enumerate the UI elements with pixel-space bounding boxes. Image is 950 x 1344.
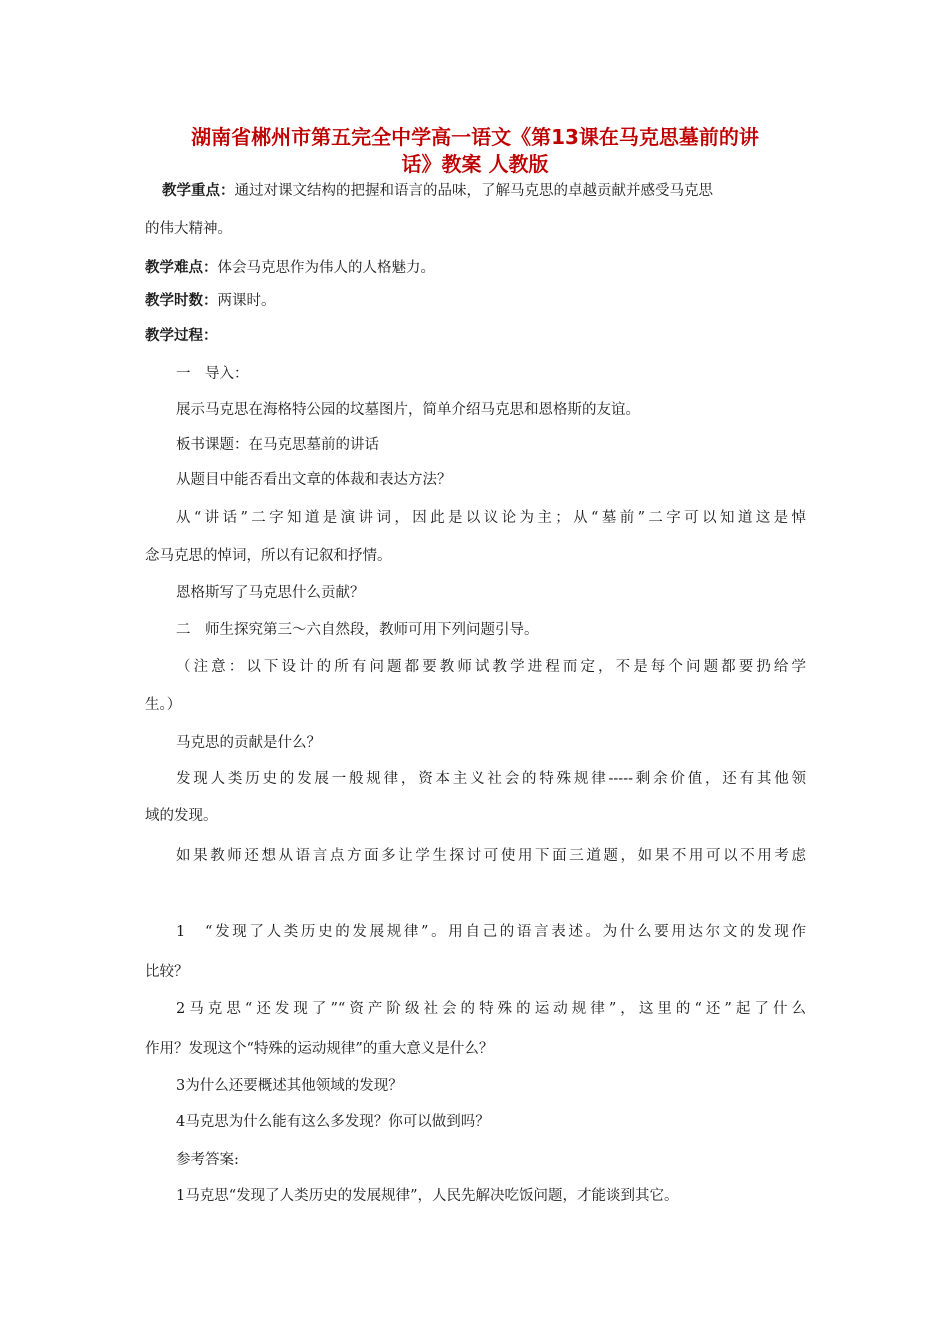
paragraph-discovery-2: 域的发现。 bbox=[145, 808, 218, 824]
paragraph-contribution-question: 恩格斯写了马克思什么贡献？ bbox=[176, 585, 365, 601]
question-2-line-2: 作用？发现这个“特殊的运动规律”的重大意义是什么？ bbox=[145, 1041, 494, 1057]
paragraph-note-2: 生。） bbox=[145, 697, 182, 713]
question-1-line-2: 比较？ bbox=[145, 964, 189, 980]
hours-label: 教学时数： bbox=[145, 293, 218, 309]
paragraph-board-title: 板书课题：在马克思墓前的讲话 bbox=[176, 437, 379, 453]
question-4: 4马克思为什么能有这么多发现？你可以做到吗？ bbox=[176, 1114, 490, 1130]
paragraph-show-grave: 展示马克思在海格特公园的坟墓图片，简单介绍马克思和恩格斯的友谊。 bbox=[176, 402, 640, 418]
paragraph-discovery-1: 发现人类历史的发展一般规律，资本主义社会的特殊规律-----剩余价值，还有其他领 bbox=[176, 771, 806, 787]
question-1-line-1: 1 “发现了人类历史的发展规律”。用自己的语言表述。为什么要用达尔文的发现作 bbox=[176, 924, 806, 940]
focus-line-1 bbox=[162, 181, 713, 201]
focus-label: 教学重点： bbox=[162, 183, 235, 199]
title-line-2: 话》教案 人教版 bbox=[401, 152, 549, 176]
answer-1: 1马克思“发现了人类历史的发展规律”，人民先解决吃饭问题，才能谈到其它。 bbox=[176, 1188, 679, 1204]
difficulty-text: 体会马克思作为伟人的人格魅力。 bbox=[217, 260, 435, 276]
title-line-1: 湖南省郴州市第五完全中学高一语文《第13课在马克思墓前的讲 bbox=[191, 125, 759, 149]
paragraph-explore: 二 师生探究第三～六自然段，教师可用下列问题引导。 bbox=[176, 622, 539, 638]
paragraph-note-1: （注意：以下设计的所有问题都要教师试教学进程而定，不是每个问题都要扔给学 bbox=[176, 659, 806, 675]
paragraph-optional: 如果教师还想从语言点方面多让学生探讨可使用下面三道题，如果不用可以不用考虑 bbox=[176, 848, 806, 864]
hours-text: 两课时。 bbox=[217, 293, 276, 309]
hours-line bbox=[145, 291, 276, 311]
paragraph-genre-answer-2: 念马克思的悼词，所以有记叙和抒情。 bbox=[145, 548, 392, 564]
document-title bbox=[150, 124, 800, 178]
question-2-line-1: 2马克思“还发现了”“资产阶级社会的特殊的运动规律”，这里的“还”起了什么 bbox=[176, 1001, 806, 1017]
paragraph-contribution-what: 马克思的贡献是什么？ bbox=[176, 735, 321, 751]
paragraph-genre-answer-1: 从“讲话”二字知道是演讲词，因此是以议论为主；从“墓前”二字可以知道这是悼 bbox=[176, 510, 806, 526]
process-label: 教学过程： bbox=[145, 328, 218, 344]
difficulty-line bbox=[145, 258, 435, 278]
focus-text-1: 通过对课文结构的把握和语言的品味，了解马克思的卓越贡献并感受马克思 bbox=[234, 183, 713, 199]
question-3: 3为什么还要概述其他领域的发现？ bbox=[176, 1078, 403, 1094]
paragraph-intro: 一 导入： bbox=[176, 366, 249, 382]
difficulty-label: 教学难点： bbox=[145, 260, 218, 276]
reference-answer-label: 参考答案: bbox=[176, 1152, 239, 1168]
focus-line-2: 的伟大精神。 bbox=[145, 221, 232, 237]
paragraph-genre-question: 从题目中能否看出文章的体裁和表达方法？ bbox=[176, 472, 452, 488]
